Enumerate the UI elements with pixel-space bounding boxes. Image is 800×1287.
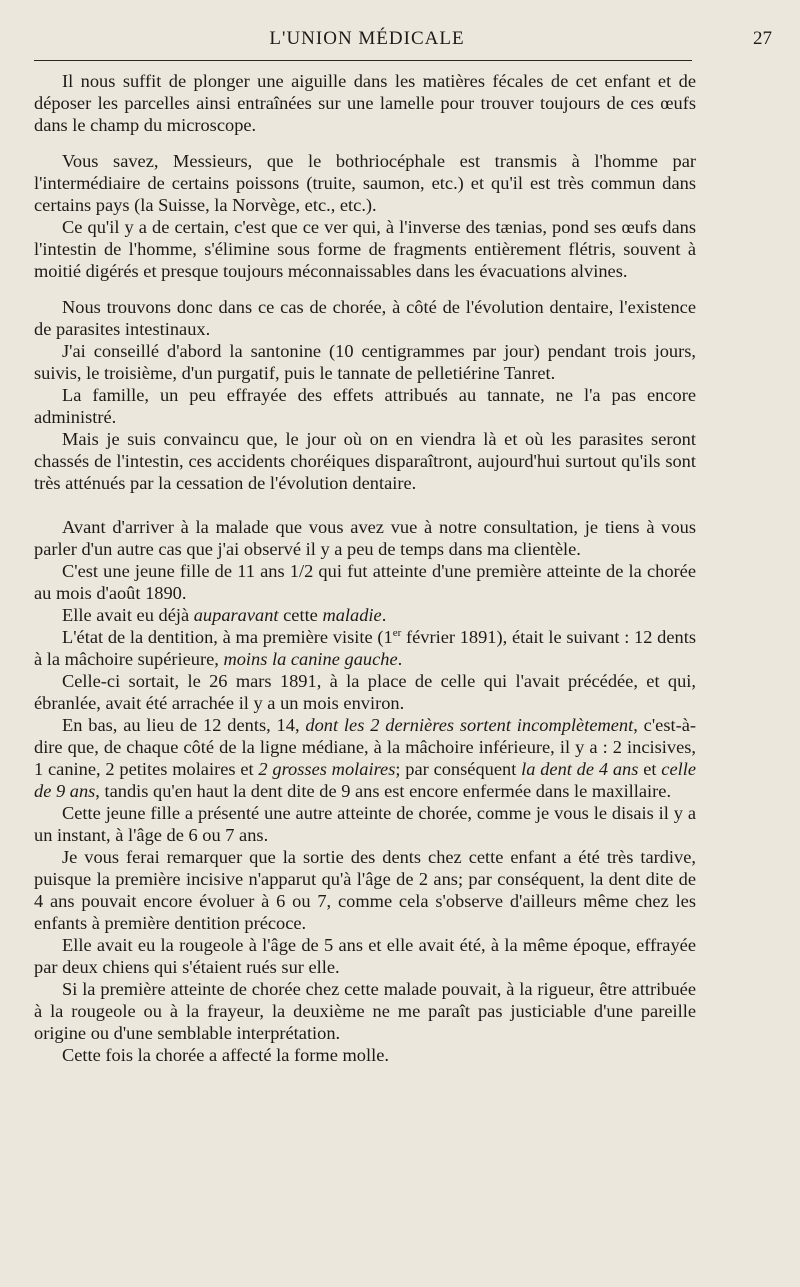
paragraph [34, 150, 696, 216]
text-segment: Il nous suffit de plonger une aiguille dans les matières fécales de cet enfant et de déposer les parcelles ainsi entraînées sur une lamelle pour trouver toujours de ces œufs dans le champ du microscope. [34, 71, 696, 135]
text-segment: Celle-ci sortait, le 26 mars 1891, à la place de celle qui l'avait précédée, et qui, ébranlée, avait été arrachée il y a un mois environ. [34, 671, 696, 713]
text-segment: , c'est-à-dire que, de chaque côté de la ligne médiane, à la mâchoire inférieure, il y a : 2 incisives, 1 canine, 2 petites molaires et [34, 715, 696, 779]
text-segment: Cette fois la chorée a affecté la forme molle. [62, 1045, 389, 1065]
paragraph [34, 934, 696, 978]
paragraph [34, 1044, 696, 1066]
text-segment: . [397, 649, 403, 669]
paragraph [34, 802, 696, 846]
body-text [34, 70, 696, 1066]
text-segment: L'état de la dentition, à ma première visite (1 [62, 627, 393, 647]
paragraph [34, 384, 696, 428]
text-segment: Elle avait eu la rougeole à l'âge de 5 ans et elle avait été, à la même époque, effrayée par deux chiens qui s'étaient rués sur elle. [34, 935, 696, 977]
paragraph [34, 978, 696, 1044]
text-segment: et [638, 759, 662, 779]
text-segment: La famille, un peu effrayée des effets attribués au tannate, ne l'a pas encore administré. [34, 385, 696, 427]
text-segment: Cette jeune fille a présenté une autre atteinte de chorée, comme je vous le disais il y a un instant, à l'âge de 6 ou 7 ans. [34, 803, 696, 845]
paragraph [34, 714, 696, 802]
page-number: 27 [753, 28, 772, 49]
text-segment: J'ai conseillé d'abord la santonine (10 centigrammes par jour) pendant trois jours, suivis, le troisième, d'un purgatif, puis le tannate de pelletiérine Tanret. [34, 341, 696, 383]
text-segment: C'est une jeune fille de 11 ans 1/2 qui fut atteinte d'une première atteinte de la chorée au mois d'août 1890. [34, 561, 696, 603]
text-segment: février 1891), était le suivant : 12 dents à la mâchoire supérieure, [34, 627, 696, 669]
running-title: L'UNION MÉDICALE [269, 28, 465, 49]
italic-text: dont les 2 dernières sortent incomplètement [305, 715, 634, 735]
paragraph [34, 604, 696, 626]
italic-text: la dent de 4 ans [521, 759, 639, 779]
italic-text: maladie [322, 605, 382, 625]
page-header [34, 28, 772, 58]
text-segment: cette [278, 605, 323, 625]
paragraph [34, 846, 696, 934]
text-segment: Elle avait eu déjà [62, 605, 194, 625]
paragraph [34, 626, 696, 670]
text-segment: Nous trouvons donc dans ce cas de chorée, à côté de l'évolution dentaire, l'existence de parasites intestinaux. [34, 297, 696, 339]
italic-text: celle de 9 ans [34, 759, 696, 801]
italic-text: moins la canine gauche [223, 649, 398, 669]
italic-text: auparavant [193, 605, 279, 625]
text-segment: Mais je suis convaincu que, le jour où on en viendra là et où les parasites seront chassés de l'intestin, ces accidents choréiques disparaîtront, aujourd'hui surtout qu'ils sont très atténués par la cessation de l'évolution dentaire. [34, 429, 696, 493]
paragraph [34, 70, 696, 136]
text-segment: Vous savez, Messieurs, que le bothriocéphale est transmis à l'homme par l'intermédiaire de certains poissons (truite, saumon, etc.) et qu'il est très commun dans certains pays (la Suisse, la Norvège, etc., etc.). [34, 151, 696, 215]
paragraph [34, 670, 696, 714]
text-segment: , tandis qu'en haut la dent dite de 9 ans est encore enfermée dans le maxillaire. [95, 781, 672, 801]
header-rule [34, 60, 692, 61]
text-segment: ; par conséquent [395, 759, 522, 779]
text-segment: Avant d'arriver à la malade que vous avez vue à notre consultation, je tiens à vous parler d'un autre cas que j'ai observé il y a peu de temps dans ma clientèle. [34, 517, 696, 559]
text-segment: Si la première atteinte de chorée chez cette malade pouvait, à la rigueur, être attribuée à la rougeole ou à la frayeur, la deuxième ne me paraît pas justiciable d'une pareille origine ou d'une semblable interprétation. [34, 979, 696, 1043]
paragraph [34, 560, 696, 604]
paragraph [34, 428, 696, 494]
superscript: er [392, 626, 402, 639]
text-segment: Ce qu'il y a de certain, c'est que ce ver qui, à l'inverse des tænias, pond ses œufs dans l'intestin de l'homme, s'élimine sous forme de fragments entièrement flétris, souvent à moitié digérés et presque toujours méconnaissables dans les évacuations alvines. [34, 217, 696, 281]
text-segment: . [381, 605, 387, 625]
italic-text: 2 grosses molaires [258, 759, 396, 779]
paragraph [34, 216, 696, 282]
paragraph [34, 340, 696, 384]
paragraph [34, 516, 696, 560]
text-segment: Je vous ferai remarquer que la sortie des dents chez cette enfant a été très tardive, puisque la première incisive n'apparut qu'à l'âge de 2 ans; par conséquent, la dent dite de 4 ans pouvait encore évoluer à 6 ou 7, comme cela s'observe d'ailleurs même chez les enfants à première dentition précoce. [34, 847, 696, 933]
text-segment: En bas, au lieu de 12 dents, 14, [62, 715, 306, 735]
paragraph [34, 296, 696, 340]
